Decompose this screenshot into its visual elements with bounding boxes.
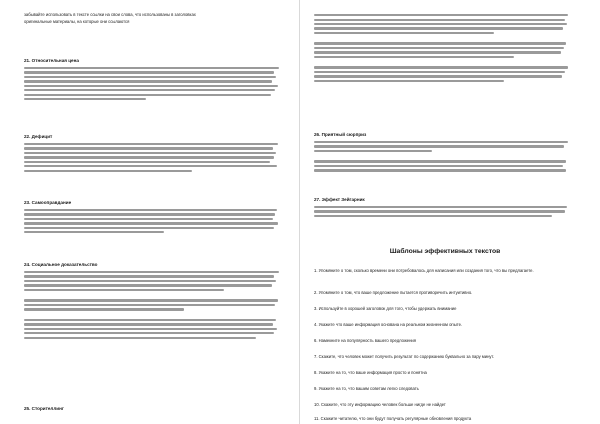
section-storytelling [24, 406, 286, 412]
section-body [24, 67, 286, 100]
intro-paragraph [24, 12, 286, 25]
right-page [314, 0, 576, 424]
section-heading: 25. Сторителлинг [24, 406, 64, 411]
section-self-justification [24, 200, 286, 236]
section-heading: 21. Относительная цена [24, 58, 79, 63]
section-heading: 24. Социальное доказательство [24, 262, 98, 267]
template-item: 10. Скажите, что эту информацию человек больше нигде не найдет [314, 402, 446, 407]
section-body [314, 141, 576, 172]
section-heading: 27. Эффект Зейгарник [314, 197, 365, 202]
section-zeigarnik-effect [314, 197, 576, 219]
left-page [24, 0, 286, 424]
template-item: 2. Упомяните о том, что ваше предложение пытается противоречить интуитивно. [314, 290, 473, 295]
template-item: 7. Скажите, что человек может получить результат по содержанию буквально за пару минут. [314, 354, 495, 359]
page-divider [299, 0, 300, 424]
section-relative-price [24, 58, 286, 103]
section-body [24, 209, 286, 233]
template-item: 9. Укажите на то, что вашим советам легко следовать [314, 386, 419, 391]
section-body [314, 206, 576, 217]
template-item: 8. Укажите на то, что ваше информация просто и понятна [314, 370, 427, 375]
section-heading: 22. Дефицит [24, 134, 53, 139]
continued-paragraph [314, 12, 576, 84]
section-social-proof [24, 262, 286, 341]
template-item: 3. Используйте в хорошей заголовок для того, чтобы удержать внимание [314, 306, 457, 311]
template-item: 4. Укажите что ваше информация основана на реальном жизненном опыте. [314, 322, 463, 327]
section-body [24, 271, 286, 339]
section-heading: 26. Приятный сюрприз [314, 132, 367, 137]
template-item: 11. Скажите читателю, что они будут получать регулярные обновления продукта [314, 416, 472, 421]
section-deficit [24, 134, 286, 174]
template-item: 1. Упомяните о том, сколько времени они потребовалось для написания или создания того, что вы предлагаете. [314, 268, 534, 273]
templates-title: Шаблоны эффективных текстов [389, 248, 501, 255]
section-pleasant-surprise [314, 132, 576, 174]
section-heading: 23. Самооправдание [24, 200, 72, 205]
intro-line: оригинальные материалы, на которые они ссылаются [24, 18, 130, 24]
intro-line: забывайте использовать в тексте ссылки на свои слова, что использованы в заголовках [24, 12, 196, 17]
template-item: 6. Намекните на популярность вашего предложения [314, 338, 416, 343]
section-body [24, 143, 286, 172]
